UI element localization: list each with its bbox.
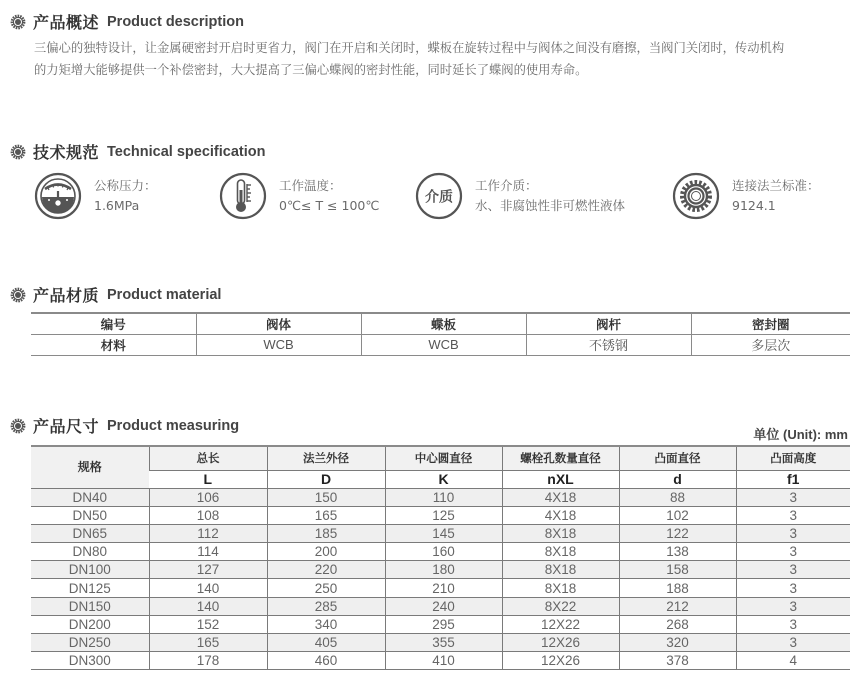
table-cell: 220 xyxy=(267,561,385,579)
table-header-cell: 凸面高度 xyxy=(736,446,850,470)
table-header-cell: 密封圈 xyxy=(691,313,850,334)
table-header-cell: 螺栓孔数量直径 xyxy=(502,446,619,470)
section-title-cn: 产品材质 xyxy=(33,286,100,305)
table-cell: 165 xyxy=(267,506,385,524)
section-title-en: Product material xyxy=(107,286,222,303)
pressure-gauge-icon xyxy=(34,172,82,220)
table-cell: 108 xyxy=(149,506,267,524)
table-cell: 110 xyxy=(385,488,502,506)
table-row xyxy=(31,634,850,652)
table-cell: 180 xyxy=(385,561,502,579)
spec-item-flange xyxy=(672,172,820,220)
section-title-en: Technical specification xyxy=(107,143,266,160)
table-cell: 3 xyxy=(736,524,850,542)
section-title-cn: 产品尺寸 xyxy=(33,417,100,436)
table-cell: DN100 xyxy=(31,561,149,579)
material-header-row xyxy=(31,313,850,334)
material-row xyxy=(31,334,850,355)
table-cell: DN80 xyxy=(31,543,149,561)
table-cell: 不锈钢 xyxy=(526,334,691,355)
section-title-description xyxy=(10,10,244,33)
table-header-cell: 中心圆直径 xyxy=(385,446,502,470)
table-cell: WCB xyxy=(196,334,361,355)
description-line: 三偏心的独特设计，让金属硬密封开启时更省力，阀门在开启和关闭时，蝶板在旋转过程中与阀体之间没有磨擦，当阀门关闭时，传动机构 xyxy=(34,41,785,55)
table-cell: 295 xyxy=(385,615,502,633)
table-cell: 378 xyxy=(619,652,736,670)
medium-icon xyxy=(415,172,463,220)
table-cell: 460 xyxy=(267,652,385,670)
table-cell: 3 xyxy=(736,543,850,561)
spec-item-pressure xyxy=(34,172,157,220)
table-cell: 112 xyxy=(149,524,267,542)
table-header-cell: d xyxy=(619,470,736,488)
table-cell: DN125 xyxy=(31,579,149,597)
table-row xyxy=(31,543,850,561)
table-cell: 158 xyxy=(619,561,736,579)
dimension-header-row xyxy=(31,446,850,470)
table-header-cell: 编号 xyxy=(31,313,196,334)
spec-label: 工作介质： xyxy=(475,178,538,193)
spec-item-medium xyxy=(415,172,625,220)
table-cell: 3 xyxy=(736,579,850,597)
table-cell: 355 xyxy=(385,634,502,652)
dimension-table xyxy=(31,445,850,670)
table-header-cell: 凸面直径 xyxy=(619,446,736,470)
table-cell: 3 xyxy=(736,561,850,579)
table-cell: 185 xyxy=(267,524,385,542)
table-cell: DN65 xyxy=(31,524,149,542)
table-cell: 200 xyxy=(267,543,385,561)
table-cell: 114 xyxy=(149,543,267,561)
section-title-measuring xyxy=(10,414,239,437)
table-row xyxy=(31,524,850,542)
table-row xyxy=(31,506,850,524)
table-cell: 268 xyxy=(619,615,736,633)
material-table xyxy=(31,312,850,356)
table-row xyxy=(31,615,850,633)
table-cell: 320 xyxy=(619,634,736,652)
table-cell: 4X18 xyxy=(502,506,619,524)
table-cell: 152 xyxy=(149,615,267,633)
table-cell: 8X18 xyxy=(502,524,619,542)
table-header-cell: 法兰外径 xyxy=(267,446,385,470)
table-cell: 127 xyxy=(149,561,267,579)
flange-gear-icon xyxy=(672,172,720,220)
table-cell: 4 xyxy=(736,652,850,670)
table-cell: 102 xyxy=(619,506,736,524)
table-header-cell: nXL xyxy=(502,470,619,488)
table-cell: WCB xyxy=(361,334,526,355)
table-cell: 12X26 xyxy=(502,634,619,652)
table-cell: 106 xyxy=(149,488,267,506)
spec-value: 9124.1 xyxy=(732,198,776,213)
gear-bullet-icon xyxy=(10,14,26,30)
thermometer-icon xyxy=(219,172,267,220)
table-cell: 125 xyxy=(385,506,502,524)
table-cell: 340 xyxy=(267,615,385,633)
table-header-cell: 蝶板 xyxy=(361,313,526,334)
table-cell: 3 xyxy=(736,597,850,615)
table-cell: 8X22 xyxy=(502,597,619,615)
table-header-cell: 总长 xyxy=(149,446,267,470)
table-cell: 160 xyxy=(385,543,502,561)
table-cell: 210 xyxy=(385,579,502,597)
table-header-cell: f1 xyxy=(736,470,850,488)
spec-label: 公称压力： xyxy=(94,178,157,193)
table-cell: 多层次 xyxy=(691,334,850,355)
table-cell: 178 xyxy=(149,652,267,670)
table-row xyxy=(31,579,850,597)
table-row xyxy=(31,561,850,579)
description-text xyxy=(34,37,860,81)
table-header-cell: 阀体 xyxy=(196,313,361,334)
table-header-cell: L xyxy=(149,470,267,488)
section-title-material xyxy=(10,283,221,306)
table-header-cell: 规格 xyxy=(31,446,149,488)
gear-bullet-icon xyxy=(10,418,26,434)
table-header-cell: K xyxy=(385,470,502,488)
gear-bullet-icon xyxy=(10,287,26,303)
description-line: 的力矩增大能够提供一个补偿密封，大大提高了三偏心蝶阀的密封性能，同时延长了蝶阀的使用寿命。 xyxy=(34,63,588,77)
table-cell: 405 xyxy=(267,634,385,652)
table-cell: 122 xyxy=(619,524,736,542)
table-cell: 3 xyxy=(736,634,850,652)
table-cell: 410 xyxy=(385,652,502,670)
table-row xyxy=(31,597,850,615)
table-cell: 150 xyxy=(267,488,385,506)
table-cell: DN40 xyxy=(31,488,149,506)
table-cell: DN300 xyxy=(31,652,149,670)
spec-label: 连接法兰标准： xyxy=(732,178,820,193)
gear-bullet-icon xyxy=(10,144,26,160)
table-cell: 3 xyxy=(736,506,850,524)
table-cell: 165 xyxy=(149,634,267,652)
spec-value: 1.6MPa xyxy=(94,198,140,213)
spec-item-temperature xyxy=(219,172,379,220)
svg-text:介质: 介质 xyxy=(425,189,453,206)
unit-label: 单位 (Unit): mm xyxy=(753,427,848,442)
spec-label: 工作温度： xyxy=(279,178,342,193)
spec-value: 0℃≤ T ≤ 100℃ xyxy=(279,198,380,213)
table-cell: 12X22 xyxy=(502,615,619,633)
table-cell: 8X18 xyxy=(502,543,619,561)
section-title-en: Product measuring xyxy=(107,417,240,434)
table-cell: DN150 xyxy=(31,597,149,615)
table-cell: 3 xyxy=(736,488,850,506)
table-cell: 250 xyxy=(267,579,385,597)
table-cell: 88 xyxy=(619,488,736,506)
table-row xyxy=(31,652,850,670)
table-cell: 4X18 xyxy=(502,488,619,506)
table-cell: DN200 xyxy=(31,615,149,633)
dimension-symbol-row xyxy=(31,470,850,488)
spec-value: 水、非腐蚀性非可燃性液体 xyxy=(475,198,626,213)
table-cell: 12X26 xyxy=(502,652,619,670)
table-cell: 145 xyxy=(385,524,502,542)
table-cell: 3 xyxy=(736,615,850,633)
table-cell: 240 xyxy=(385,597,502,615)
table-cell: 140 xyxy=(149,597,267,615)
table-cell: 8X18 xyxy=(502,579,619,597)
section-title-cn: 产品概述 xyxy=(33,13,100,32)
table-cell: 138 xyxy=(619,543,736,561)
table-cell: 285 xyxy=(267,597,385,615)
table-header-cell: D xyxy=(267,470,385,488)
table-cell: 材料 xyxy=(31,334,196,355)
table-cell: 188 xyxy=(619,579,736,597)
table-header-cell: 阀杆 xyxy=(526,313,691,334)
table-row xyxy=(31,488,850,506)
section-title-specification xyxy=(10,140,266,163)
table-cell: 212 xyxy=(619,597,736,615)
table-cell: DN50 xyxy=(31,506,149,524)
table-cell: 140 xyxy=(149,579,267,597)
section-title-en: Product description xyxy=(107,13,244,30)
table-cell: 8X18 xyxy=(502,561,619,579)
table-cell: DN250 xyxy=(31,634,149,652)
section-title-cn: 技术规范 xyxy=(33,143,100,162)
